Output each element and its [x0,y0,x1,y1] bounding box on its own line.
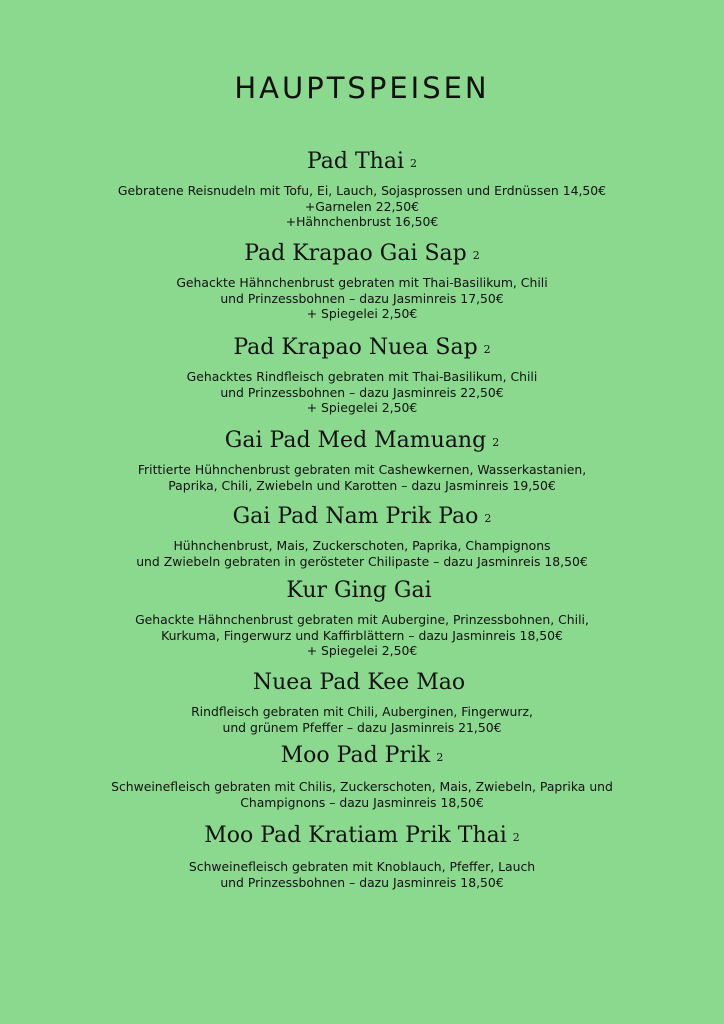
dish-note: 2 [436,751,444,764]
dish-description [0,369,724,416]
dish-title [0,240,724,271]
dish-pad-krapao-gai-sap [0,240,724,322]
dish-description-line: Kurkuma, Fingerwurz und Kaffirblättern – dazu Jasminreis 18,50€ [161,627,563,643]
dish-gai-pad-med-mamuang [0,427,724,493]
dish-title [0,577,724,608]
dish-description-line: + Spiegelei 2,50€ [306,306,418,322]
dish-description [0,612,724,659]
dish-description-line: Hühnchenbrust, Mais, Zuckerschoten, Paprika, Champignons [173,538,551,553]
dish-moo-pad-prik [0,742,724,810]
dish-moo-pad-kratiam-prik-thai [0,822,724,890]
dish-pad-thai [0,148,724,230]
dish-pad-krapao-nuea-sap [0,334,724,416]
dish-description-line: +Hähnchenbrust 16,50€ [285,214,439,230]
dish-description-line: und Prinzessbohnen – dazu Jasminreis 18,50€ [220,874,504,890]
dish-name: Moo Pad Kratiam Prik Thai [204,823,507,848]
dish-description-line: + Spiegelei 2,50€ [306,400,418,416]
dish-description-line: Schweinefleisch gebraten mit Knoblauch, Pfeffer, Lauch [188,859,536,874]
dish-description-line: Frittierte Hühnchenbrust gebraten mit Cashewkernen, Wasserkastanien, [137,462,587,477]
dish-title [0,334,724,365]
dish-description-line: Champignons – dazu Jasminreis 18,50€ [240,794,484,810]
dish-title [0,427,724,458]
dish-description-line: und Prinzessbohnen – dazu Jasminreis 17,50€ [220,290,504,306]
page-title: HAUPTSPEISEN [234,71,490,105]
dish-description [0,183,724,230]
dish-title [0,742,724,773]
dish-note: 2 [472,249,480,262]
dish-description-line: Paprika, Chili, Zwiebeln und Karotten – dazu Jasminreis 19,50€ [168,477,556,493]
dish-description-line: Gebratene Reisnudeln mit Tofu, Ei, Lauch, Sojasprossen und Erdnüssen 14,50€ [117,183,607,198]
dish-title [0,503,724,534]
dish-description-line: Gehacktes Rindfleisch gebraten mit Thai-Basilikum, Chili [186,369,538,384]
dish-note: 2 [492,436,500,449]
dish-note: 2 [483,343,491,356]
dish-description [0,538,724,569]
dish-title [0,148,724,179]
dish-description-line: Gehackte Hähnchenbrust gebraten mit Aubergine, Prinzessbohnen, Chili, [135,612,589,627]
dish-description-line: + Spiegelei 2,50€ [306,643,418,659]
dish-description-line: +Garnelen 22,50€ [304,198,420,214]
dish-description-line: und Prinzessbohnen – dazu Jasminreis 22,50€ [220,384,504,400]
dish-title [0,822,724,853]
dish-title [0,669,724,700]
dish-gai-pad-nam-prik-pao [0,503,724,569]
dish-description-line: Gehackte Hähnchenbrust gebraten mit Thai-Basilikum, Chili [176,275,548,290]
dish-name: Moo Pad Prik [280,743,431,768]
dish-description-line: Schweinefleisch gebraten mit Chilis, Zuckerschoten, Mais, Zwiebeln, Paprika und [111,779,613,794]
dish-kur-ging-gai [0,577,724,659]
dish-name: Pad Krapao Gai Sap [244,241,467,266]
dish-note: 2 [484,512,492,525]
dish-description-line: und grünem Pfeffer – dazu Jasminreis 21,50€ [222,719,502,735]
dish-description [0,462,724,493]
dish-name: Gai Pad Med Mamuang [224,428,487,453]
dish-name: Nuea Pad Kee Mao [252,670,466,695]
dish-description [0,779,724,810]
dish-name: Pad Thai [306,149,404,174]
dish-description-line: und Zwiebeln gebraten in gerösteter Chilipaste – dazu Jasminreis 18,50€ [136,553,588,569]
dish-description [0,859,724,890]
dish-description [0,275,724,322]
dish-note: 2 [512,831,520,844]
dish-description [0,704,724,735]
dish-name: Pad Krapao Nuea Sap [233,335,478,360]
dish-name: Kur Ging Gai [286,578,432,603]
dish-note: 2 [410,157,417,170]
dish-nuea-pad-kee-mao [0,669,724,735]
dish-name: Gai Pad Nam Prik Pao [232,504,479,529]
dish-description-line: Rindfleisch gebraten mit Chili, Auberginen, Fingerwurz, [191,704,533,719]
